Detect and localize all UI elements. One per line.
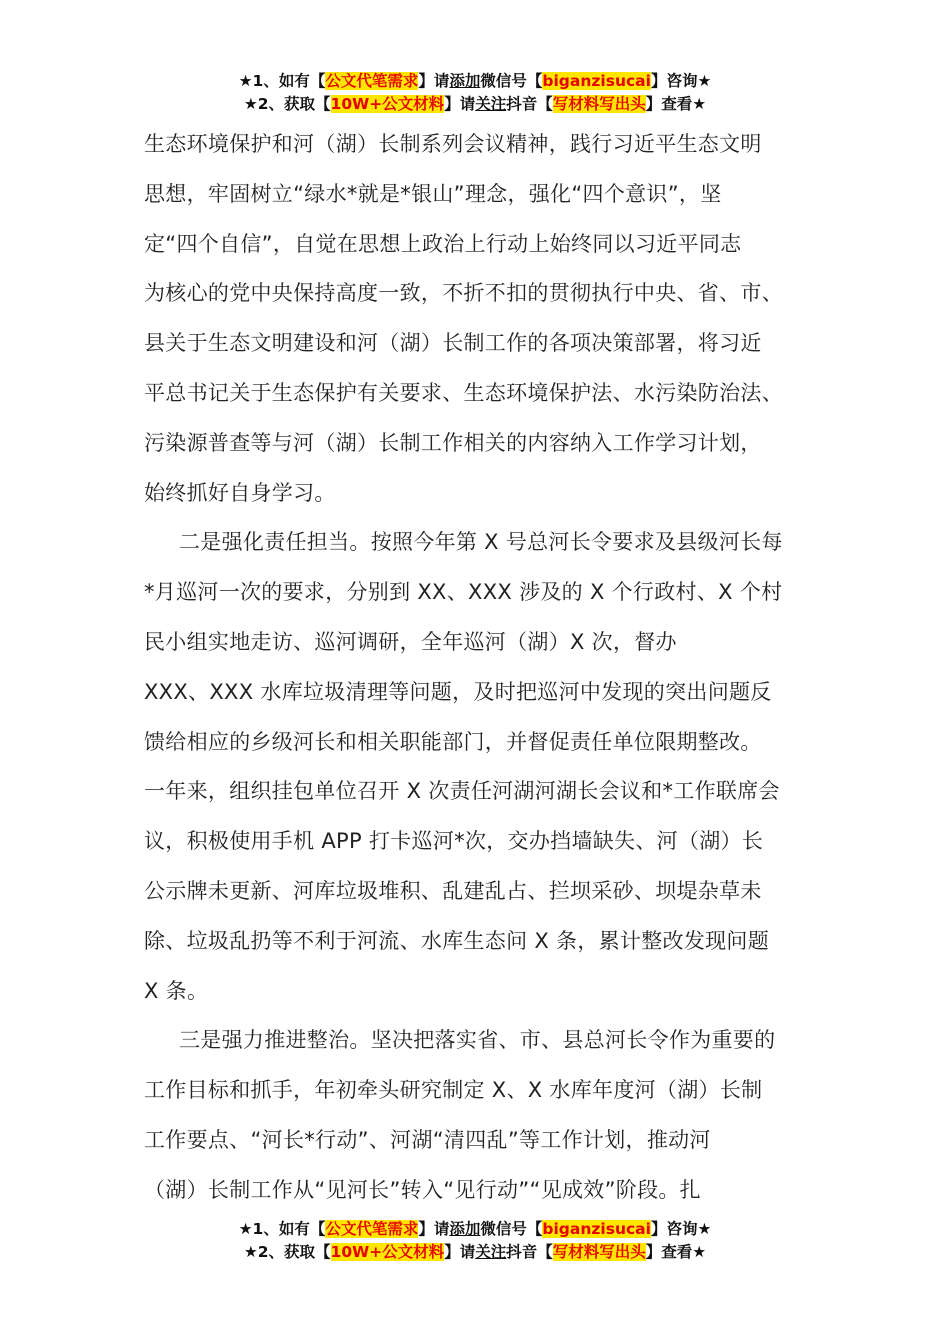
banner-line-2: [0, 93, 950, 116]
body-line: *月巡河一次的要求，分别到 XX、XXX 涉及的 X 个行政村、X 个村: [144, 580, 783, 605]
highlight-materials: 10W+公文材料: [330, 1243, 445, 1261]
banner-underline-text: 添加: [449, 72, 481, 90]
top-banner: [0, 70, 950, 116]
body-line: 县关于生态文明建设和河（湖）长制工作的各项决策部署，将习近: [144, 331, 762, 356]
banner-underline-text: 添加: [449, 1220, 481, 1238]
highlight-douyin-account: 写材料写出头: [552, 1243, 646, 1261]
body-line: 思想，牢固树立“绿水*就是*银山”理念，强化“四个意识”，坚: [144, 181, 722, 206]
paragraph-heading-line: 二是强化责任担当。按照今年第 X 号总河长令要求及县级河长每: [179, 530, 783, 555]
highlight-wechat-id: biganzisucai: [542, 1220, 651, 1238]
banner-text: ★2、获取【: [243, 95, 331, 113]
body-line: 一年来，组织挂包单位召开 X 次责任河湖河湖长会议和*工作联席会: [144, 779, 780, 804]
banner-text: ★1、如有【: [238, 72, 326, 90]
body-line: X 条。: [144, 978, 209, 1003]
banner-text: 】请: [444, 95, 476, 113]
banner-text: 微信号【: [480, 72, 543, 90]
banner-text: 微信号【: [480, 1220, 543, 1238]
body-line: 生态环境保护和河（湖）长制系列会议精神，践行习近平生态文明: [144, 132, 762, 156]
banner-line-1: [0, 70, 950, 93]
body-line: 工作要点、“河长*行动”、河湖“清四乱”等工作计划，推动河: [144, 1127, 711, 1152]
body-line: 为核心的党中央保持高度一致，不折不扣的贯彻执行中央、省、市、: [144, 281, 783, 306]
banner-text: 抖音【: [506, 95, 553, 113]
highlight-wechat-id: biganzisucai: [542, 72, 651, 90]
body-line: （湖）长制工作从“见河长”转入“见行动”“见成效”阶段。扎: [144, 1177, 701, 1202]
banner-text: 】查看★: [645, 95, 707, 113]
banner-text: 】请: [418, 1220, 450, 1238]
body-line: 平总书记关于生态保护有关要求、生态环境保护法、水污染防治法、: [144, 380, 783, 405]
body-line: 污染源普查等与河（湖）长制工作相关的内容纳入工作学习计划，: [144, 430, 762, 455]
banner-text: 】咨询★: [650, 1220, 712, 1238]
body-line: XXX、XXX 水库垃圾清理等问题，及时把巡河中发现的突出问题反: [144, 679, 772, 704]
body-line: 公示牌未更新、河库垃圾堆积、乱建乱占、拦坝采砂、坝堤杂草未: [144, 878, 762, 903]
body-line: 定“四个自信”，自觉在思想上政治上行动上始终同以习近平同志: [144, 231, 742, 256]
banner-text: ★1、如有【: [238, 1220, 326, 1238]
body-line: 工作目标和抓手，年初牵头研究制定 X、X 水库年度河（湖）长制: [144, 1078, 763, 1103]
highlight-writing-service: 公文代笔需求: [325, 1220, 419, 1238]
banner-line-2: [0, 1241, 950, 1264]
body-line: 馈给相应的乡级河长和相关职能部门，并督促责任单位限期整改。: [144, 729, 762, 754]
banner-text: 抖音【: [506, 1243, 553, 1261]
body-line: 议，积极使用手机 APP 打卡巡河*次，交办挡墙缺失、河（湖）长: [144, 829, 764, 854]
banner-line-1: [0, 1218, 950, 1241]
body-line: 除、垃圾乱扔等不利于河流、水库生态问 X 条，累计整改发现问题: [144, 928, 770, 953]
banner-text: ★2、获取【: [243, 1243, 331, 1261]
document-body: [144, 120, 814, 1216]
banner-text: 】查看★: [645, 1243, 707, 1261]
highlight-douyin-account: 写材料写出头: [552, 95, 646, 113]
banner-text: 】请: [418, 72, 450, 90]
banner-text: 】咨询★: [650, 72, 712, 90]
highlight-writing-service: 公文代笔需求: [325, 72, 419, 90]
bottom-banner: [0, 1218, 950, 1264]
banner-underline-text: 关注: [475, 95, 507, 113]
banner-text: 】请: [444, 1243, 476, 1261]
banner-underline-text: 关注: [475, 1243, 507, 1261]
paragraph-heading-line: 三是强力推进整治。坚决把落实省、市、县总河长令作为重要的: [179, 1028, 776, 1053]
body-line: 始终抓好自身学习。: [144, 480, 336, 505]
highlight-materials: 10W+公文材料: [330, 95, 445, 113]
body-line: 民小组实地走访、巡河调研，全年巡河（湖）X 次，督办: [144, 629, 677, 654]
